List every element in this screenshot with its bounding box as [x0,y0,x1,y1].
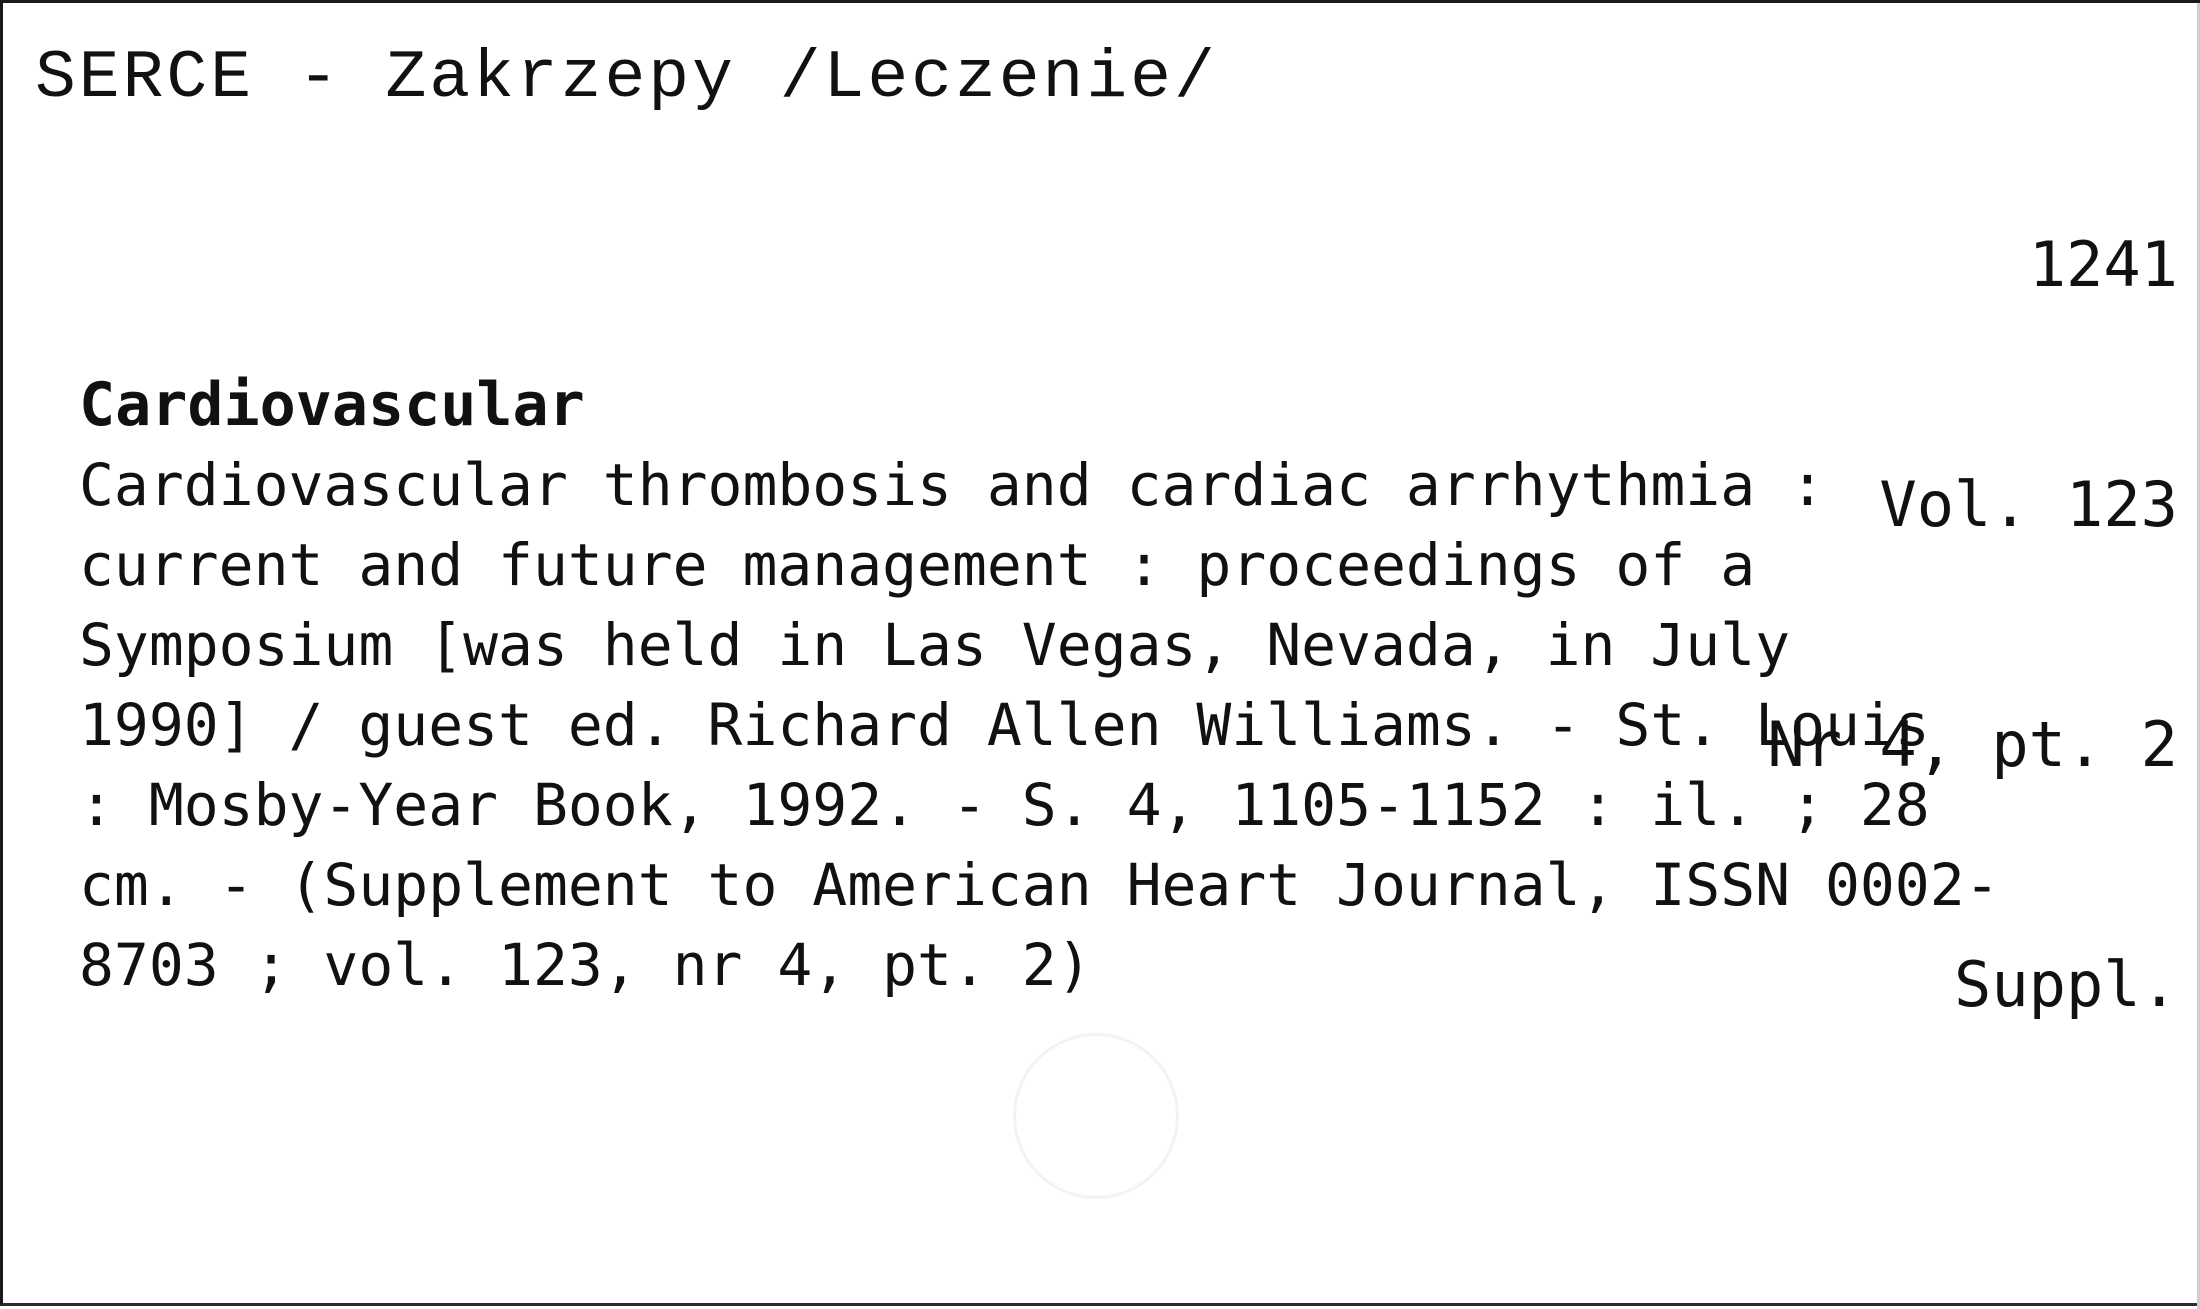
description-line: : Mosby-Year Book, 1992. - S. 4, 1105-1152 : il. ; 28 [79,771,1930,839]
description-line: cm. - (Supplement to American Heart Journal, ISSN 0002- [79,851,2000,919]
description-line: Symposium [was held in Las Vegas, Nevada, in July [79,611,1791,679]
call-number-line: Vol. 123 [1879,468,2178,541]
call-number-line: Suppl. [1954,948,2178,1021]
description-line: Cardiovascular thrombosis and cardiac arrhythmia : [79,451,1825,519]
call-number-line: 1241 [2028,228,2178,301]
bibliographic-description [79,445,2000,1005]
subject-heading: SERCE - Zakrzepy /Leczenie/ [35,40,1218,117]
main-entry: Cardiovascular [79,370,585,440]
description-line: 1990] / guest ed. Richard Allen Williams. - St. Louis [79,691,1930,759]
faint-stamp-mark [1013,1033,1179,1199]
call-number-line: Nr 4, pt. 2 [1767,708,2178,781]
description-line: current and future management : proceedings of a [79,531,1756,599]
description-line: 8703 ; vol. 123, nr 4, pt. 2) [79,931,1092,999]
